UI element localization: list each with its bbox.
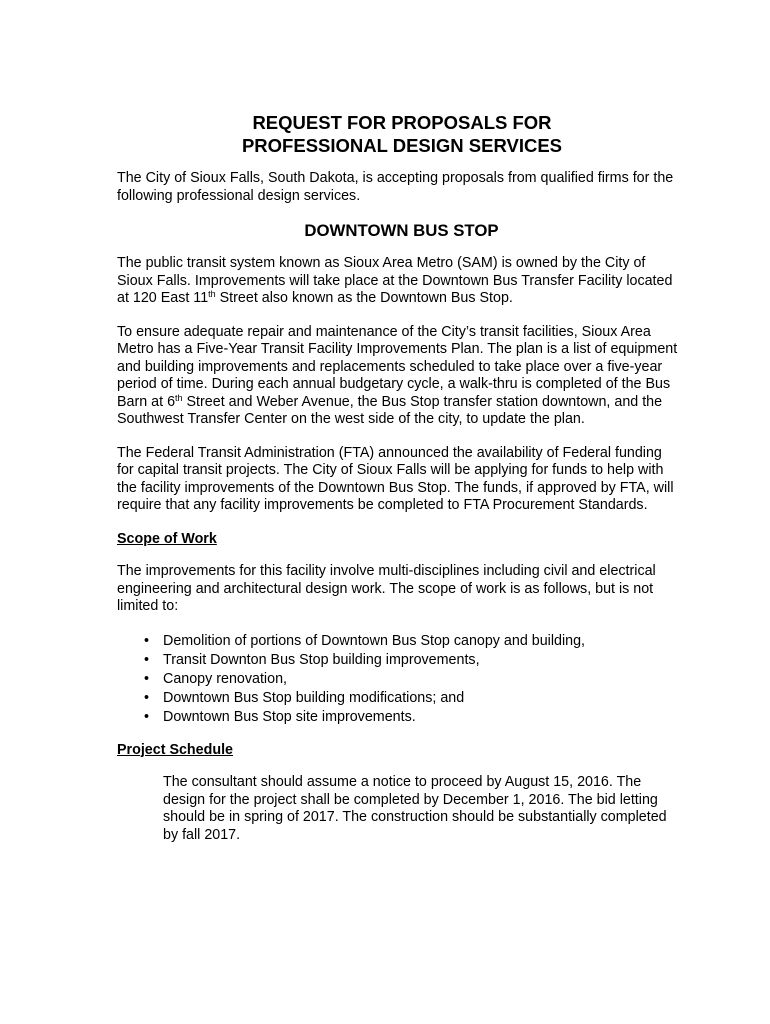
- document-title: [117, 112, 682, 157]
- title-line-1: REQUEST FOR PROPOSALS FOR: [252, 112, 552, 133]
- paragraph-maintenance-plan-text-b: Street and Weber Avenue, the Bus Stop transfer station downtown, and the Southwest Transfer Center on the west side of the city, to update the plan.: [117, 393, 663, 427]
- scope-list: [117, 632, 682, 727]
- list-item: [144, 632, 682, 651]
- title-line-2: PROFESSIONAL DESIGN SERVICES: [241, 134, 563, 156]
- list-item: [144, 689, 682, 708]
- bullet-icon: •: [144, 708, 150, 725]
- list-item-text: Transit Downton Bus Stop building improvements,: [163, 651, 480, 668]
- bullet-icon: •: [144, 651, 150, 668]
- project-schedule-heading: Project Schedule: [117, 741, 234, 758]
- list-item-text: Demolition of portions of Downtown Bus Stop canopy and building,: [163, 632, 586, 649]
- ordinal-suffix: th: [208, 289, 216, 299]
- scope-of-work-heading: Scope of Work: [117, 530, 217, 547]
- paragraph-fta-funding: The Federal Transit Administration (FTA) announced the availability of Federal funding for capital transit projects. The City of Sioux Falls will be applying for funds to help with the facility improvements of the Downtown Bus Stop. The funds, if approved by FTA, will require that any facility improvements be completed to FTA Procurement Standards.: [117, 444, 674, 513]
- paragraph-maintenance-plan-text-a: To ensure adequate repair and maintenance of the City’s transit facilities, Sioux Area Metro has a Five-Year Transit Facility Improvements Plan. The plan is a list of equipment and building improvements and replacements scheduled to take place over a five-year period of time. During each annual budgetary cycle, a walk-thru is completed of the Bus Barn at 6: [117, 323, 678, 410]
- paragraph-transit-system-text-a: The public transit system known as Sioux Area Metro (SAM) is owned by the City of Sioux Falls. Improvements will take place at the Downtown Bus Transfer Facility located at 120 East 11: [117, 255, 673, 306]
- bullet-icon: •: [144, 689, 150, 706]
- list-item: [144, 651, 682, 670]
- bullet-icon: •: [144, 632, 150, 649]
- intro-paragraph: The City of Sioux Falls, South Dakota, is accepting proposals from qualified firms for the following professional design services.: [117, 170, 674, 204]
- paragraph-transit-system: [117, 255, 682, 308]
- list-item-text: Canopy renovation,: [163, 670, 287, 687]
- ordinal-suffix: th: [175, 392, 183, 403]
- list-item: [144, 708, 682, 727]
- list-item: [144, 670, 682, 689]
- project-subtitle: DOWNTOWN BUS STOP: [304, 221, 499, 240]
- project-schedule-paragraph: The consultant should assume a notice to proceed by August 15, 2016. The design for the project shall be completed by December 1, 2016. The bid letting should be in spring of 2017. The construction should be substantially completed by fall 2017.: [163, 774, 667, 843]
- paragraph-transit-system-text-b: Street also known as the Downtown Bus Stop.: [215, 290, 513, 306]
- bullet-icon: •: [144, 670, 150, 687]
- paragraph-maintenance-plan: [117, 324, 682, 429]
- document-page: [117, 112, 682, 860]
- scope-of-work-paragraph: The improvements for this facility involve multi-disciplines including civil and electrical engineering and architectural design work. The scope of work is as follows, but is not limited to:: [117, 563, 656, 614]
- list-item-text: Downtown Bus Stop building modifications; and: [163, 689, 465, 706]
- list-item-text: Downtown Bus Stop site improvements.: [163, 708, 416, 725]
